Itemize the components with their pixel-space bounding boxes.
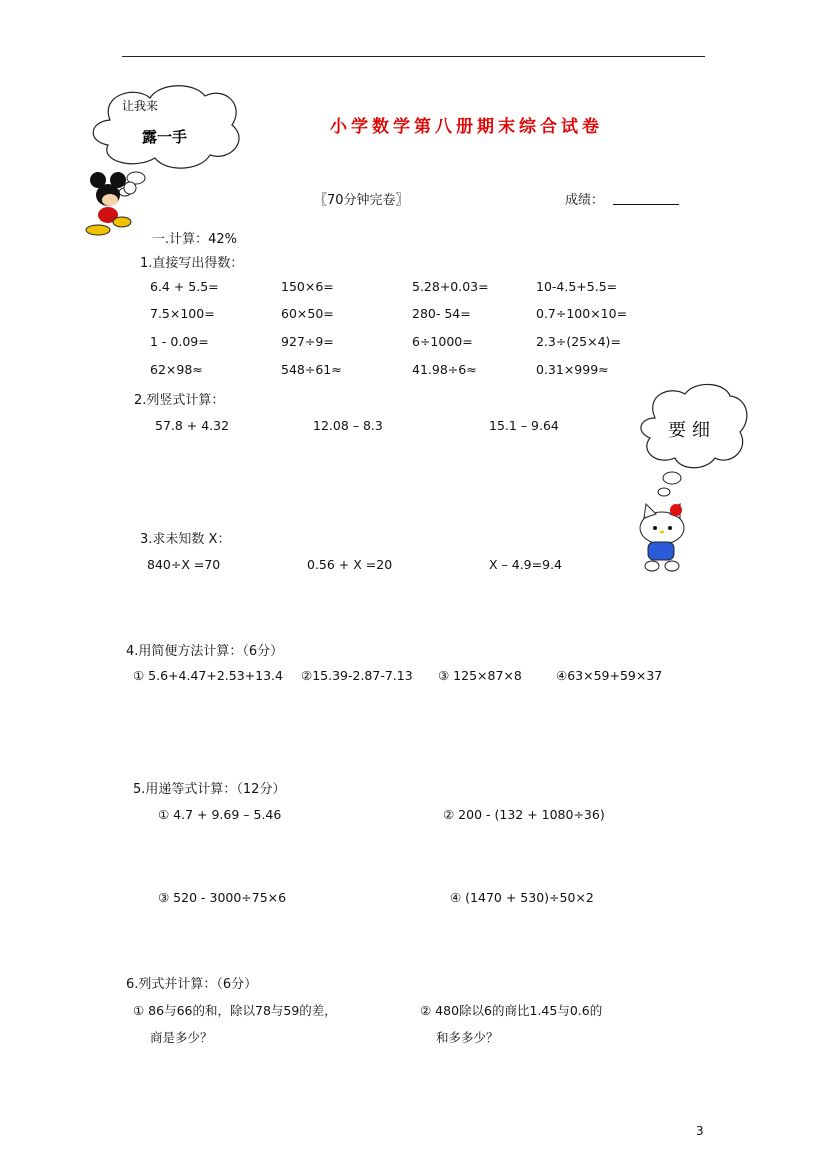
calc-item: 2.3÷(25×4)= (536, 334, 621, 349)
equation-item: 840÷X =70 (147, 557, 221, 572)
part1-label: 1.直接写出得数： (140, 256, 244, 271)
hello-kitty-icon (640, 504, 684, 571)
part4-label: 4.用简便方法计算：（6分） (126, 644, 284, 659)
calc-item: 5.28+0.03= (412, 279, 489, 294)
simplify-item: ③ 125×87×8 (438, 668, 522, 683)
simplify-item: ① 5.6+4.47+2.53+13.4 (133, 668, 283, 683)
score-blank[interactable] (613, 204, 679, 205)
vertical-calc-item: 12.08 – 8.3 (313, 418, 383, 433)
calc-item: 10-4.5+5.5= (536, 279, 618, 294)
calc-item: 1 - 0.09= (150, 334, 209, 349)
score-label: 成绩： (565, 193, 605, 208)
cloud-left-text-1: 让我来 (122, 99, 159, 113)
time-note: 〖70分钟完卷〗 (314, 193, 409, 208)
word-problem-2-line-2: 和多多少？ (436, 1030, 499, 1045)
step-calc-item: ② 200 - (132 + 1080÷36) (443, 807, 605, 822)
cloud-right-text: 要细 (668, 420, 716, 441)
cloud-left-text-2: 露一手 (142, 128, 188, 146)
part6-label: 6.列式并计算：（6分） (126, 977, 258, 992)
part5-label: 5.用递等式计算：（12分） (133, 782, 286, 797)
section-heading: 一.计算：42% (152, 232, 238, 247)
calc-item: 60×50= (281, 306, 334, 321)
calc-item: 927÷9= (281, 334, 334, 349)
calc-item: 6÷1000= (412, 334, 473, 349)
simplify-item: ④63×59+59×37 (556, 668, 663, 683)
mickey-thought-cloud (80, 80, 245, 240)
step-calc-item: ① 4.7 + 9.69 – 5.46 (158, 807, 282, 822)
word-problem-1-line-1: ① 86与66的和，除以78与59的差， (133, 1003, 337, 1018)
equation-item: X – 4.9=9.4 (489, 557, 562, 572)
page-title: 小学数学第八册期末综合试卷 (330, 117, 603, 137)
equation-item: 0.56 + X =20 (307, 557, 393, 572)
word-problem-2-line-1: ② 480除以6的商比1.45与0.6的 (420, 1003, 603, 1018)
calc-item: 0.31×999≈ (536, 362, 609, 377)
step-calc-item: ③ 520 - 3000÷75×6 (158, 890, 287, 905)
step-calc-item: ④ (1470 + 530)÷50×2 (450, 890, 594, 905)
vertical-calc-item: 15.1 – 9.64 (489, 418, 559, 433)
word-problem-1-line-2: 商是多少？ (150, 1030, 213, 1045)
vertical-calc-item: 57.8 + 4.32 (155, 418, 230, 433)
calc-item: 280- 54= (412, 306, 471, 321)
calc-item: 548÷61≈ (281, 362, 342, 377)
part2-label: 2.列竖式计算： (134, 393, 225, 408)
calc-item: 0.7÷100×10= (536, 306, 628, 321)
kitty-thought-cloud (630, 380, 750, 580)
calc-item: 150×6= (281, 279, 334, 294)
header-rule (122, 56, 705, 57)
calc-item: 41.98÷6≈ (412, 362, 477, 377)
part3-label: 3.求未知数 X： (140, 532, 231, 547)
calc-item: 62×98≈ (150, 362, 203, 377)
calc-item: 6.4 + 5.5= (150, 279, 219, 294)
calc-item: 7.5×100= (150, 306, 215, 321)
page-number: 3 (696, 1124, 704, 1138)
simplify-item: ②15.39-2.87-7.13 (301, 668, 413, 683)
